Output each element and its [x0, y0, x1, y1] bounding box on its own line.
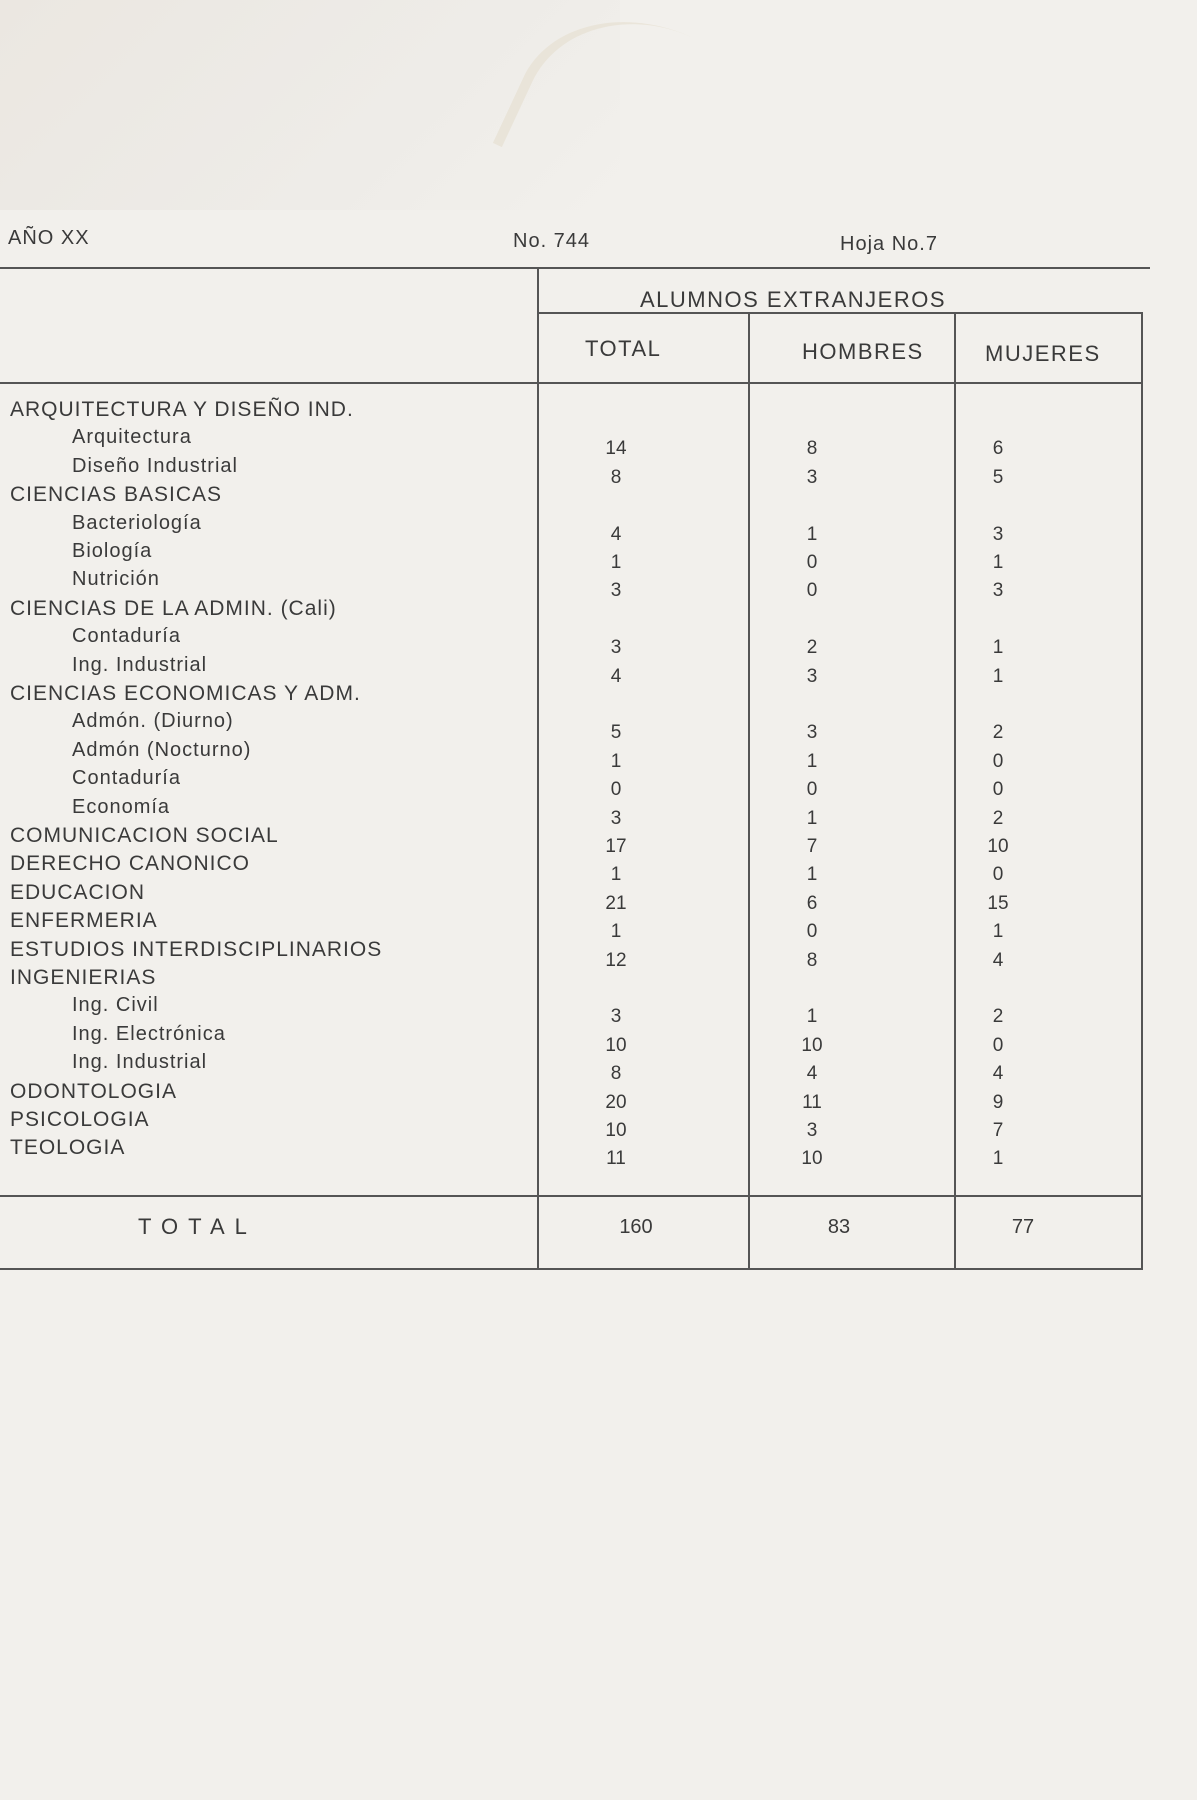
row-men-value: 0 — [806, 779, 818, 801]
row-women-value: 0 — [992, 750, 1004, 772]
row-total-value: 10 — [605, 1034, 627, 1056]
row-total-value: 1 — [610, 750, 622, 772]
row-men-value: 8 — [806, 438, 818, 460]
table-bottom-border — [0, 1268, 1143, 1270]
total-row-total: 160 — [619, 1216, 653, 1238]
row-women-value: 1 — [992, 552, 1004, 573]
row-label: Ing. Civil — [72, 994, 159, 1017]
row-total-value: 14 — [605, 438, 627, 460]
row-total-value: 1 — [610, 864, 622, 886]
row-men-value: 1 — [806, 750, 818, 772]
row-women-value: 5 — [992, 466, 1004, 488]
row-total-value: 5 — [610, 722, 622, 744]
row-label: Ing. Industrial — [72, 1051, 208, 1074]
row-men-value: 0 — [806, 552, 818, 573]
group-header-alumnos-extranjeros: ALUMNOS EXTRANJEROS — [640, 287, 946, 312]
row-women-value: 10 — [987, 836, 1009, 857]
row-total-value: 10 — [605, 1120, 627, 1141]
row-men-value: 1 — [806, 523, 818, 545]
row-label: ARQUITECTURA Y DISEÑO IND. — [10, 398, 354, 421]
row-men-value: 10 — [801, 1148, 823, 1170]
row-label: Diseño Industrial — [72, 454, 238, 477]
row-women-value: 2 — [992, 722, 1004, 744]
row-total-value: 8 — [610, 1063, 622, 1085]
row-men-value: 1 — [806, 1006, 818, 1028]
row-men-value: 0 — [806, 580, 818, 602]
row-women-value: 7 — [992, 1120, 1004, 1141]
row-women-value: 0 — [992, 864, 1004, 886]
row-women-value: 4 — [992, 949, 1004, 971]
row-label: Ing. Industrial — [72, 653, 208, 676]
row-women-value: 15 — [987, 892, 1009, 914]
column-header-underline — [0, 382, 1143, 384]
row-total-value: 21 — [605, 892, 627, 914]
row-men-value: 11 — [802, 1091, 822, 1113]
row-men-value: 3 — [806, 665, 818, 687]
row-men-value: 1 — [806, 807, 818, 829]
column-header-total: TOTAL — [585, 336, 662, 361]
row-total-value: 8 — [610, 466, 622, 488]
row-men-value: 7 — [806, 836, 818, 857]
row-women-value: 0 — [992, 779, 1004, 801]
row-label: Bacteriología — [72, 511, 202, 534]
row-women-value: 1 — [992, 637, 1004, 659]
row-label: EDUCACION — [10, 880, 146, 904]
row-total-value: 4 — [610, 523, 622, 545]
table-top-border — [0, 267, 1150, 269]
row-men-value: 3 — [806, 466, 818, 488]
row-total-value: 3 — [610, 580, 622, 602]
row-total-value: 12 — [605, 949, 627, 971]
row-label: CIENCIAS DE LA ADMIN. (Cali) — [10, 596, 337, 620]
row-label: Biología — [72, 540, 153, 562]
row-women-value: 1 — [992, 921, 1004, 943]
row-label: Contaduría — [72, 625, 181, 648]
table-right-border — [1141, 312, 1143, 1270]
row-women-value: 2 — [992, 1006, 1004, 1028]
row-women-value: 0 — [992, 1034, 1004, 1056]
row-label: CIENCIAS BASICAS — [10, 483, 223, 507]
row-label: CIENCIAS ECONOMICAS Y ADM. — [10, 682, 361, 705]
total-row-men: 83 — [827, 1216, 851, 1238]
total-row-top-border — [0, 1195, 1143, 1197]
row-total-value: 3 — [610, 807, 622, 829]
sheet-number: Hoja No.7 — [840, 233, 938, 255]
row-label: ENFERMERIA — [10, 909, 158, 933]
row-label: PSICOLOGIA — [10, 1108, 150, 1131]
row-total-value: 17 — [605, 836, 627, 857]
row-total-value: 20 — [605, 1091, 627, 1113]
table-divider-men-column — [954, 312, 956, 1270]
row-label: TEOLOGIA — [10, 1136, 126, 1160]
row-total-value: 11 — [606, 1148, 626, 1170]
year-label: AÑO XX — [8, 227, 90, 249]
row-women-value: 9 — [992, 1091, 1004, 1113]
masthead-ghost-swoosh — [493, 0, 778, 240]
row-label: COMUNICACION SOCIAL — [10, 824, 279, 847]
row-label: ODONTOLOGIA — [10, 1079, 177, 1103]
row-total-value: 1 — [610, 921, 622, 943]
row-men-value: 6 — [806, 892, 818, 914]
row-total-value: 3 — [610, 1006, 622, 1028]
table-divider-label-column — [537, 268, 539, 1270]
row-men-value: 3 — [806, 1120, 818, 1141]
row-men-value: 10 — [801, 1034, 823, 1056]
row-total-value: 0 — [610, 779, 622, 801]
row-label: INGENIERIAS — [10, 966, 157, 989]
row-label: DERECHO CANONICO — [10, 852, 251, 876]
total-row-label: TOTAL — [138, 1214, 257, 1239]
row-label: Contaduría — [72, 767, 181, 790]
row-label: Arquitectura — [72, 426, 192, 449]
row-women-value: 3 — [992, 523, 1004, 545]
table-divider-total-column — [748, 312, 750, 1270]
row-women-value: 1 — [992, 1148, 1004, 1170]
row-women-value: 3 — [992, 580, 1004, 602]
row-total-value: 3 — [610, 637, 622, 659]
row-label: Economía — [72, 795, 171, 818]
row-label: Admón (Nocturno) — [72, 738, 252, 761]
row-label: ESTUDIOS INTERDISCIPLINARIOS — [10, 937, 383, 961]
masthead-ghost-graphic — [0, 0, 620, 210]
row-women-value: 4 — [992, 1063, 1004, 1085]
row-label: Ing. Electrónica — [72, 1022, 226, 1045]
row-women-value: 1 — [992, 665, 1004, 687]
row-label: Nutrición — [72, 568, 160, 591]
total-row-women: 77 — [1011, 1216, 1035, 1238]
row-men-value: 4 — [806, 1063, 818, 1085]
row-men-value: 2 — [806, 637, 818, 659]
issue-number: No. 744 — [513, 230, 591, 252]
row-label: Admón. (Diurno) — [72, 710, 234, 733]
row-women-value: 6 — [992, 438, 1004, 460]
row-total-value: 1 — [610, 552, 622, 573]
row-men-value: 0 — [806, 921, 818, 943]
column-header-women: MUJERES — [985, 341, 1101, 366]
column-header-men: HOMBRES — [802, 339, 924, 364]
row-total-value: 4 — [610, 665, 622, 687]
row-men-value: 1 — [806, 864, 818, 886]
row-men-value: 8 — [806, 949, 818, 971]
row-women-value: 2 — [992, 807, 1004, 829]
row-men-value: 3 — [806, 722, 818, 744]
